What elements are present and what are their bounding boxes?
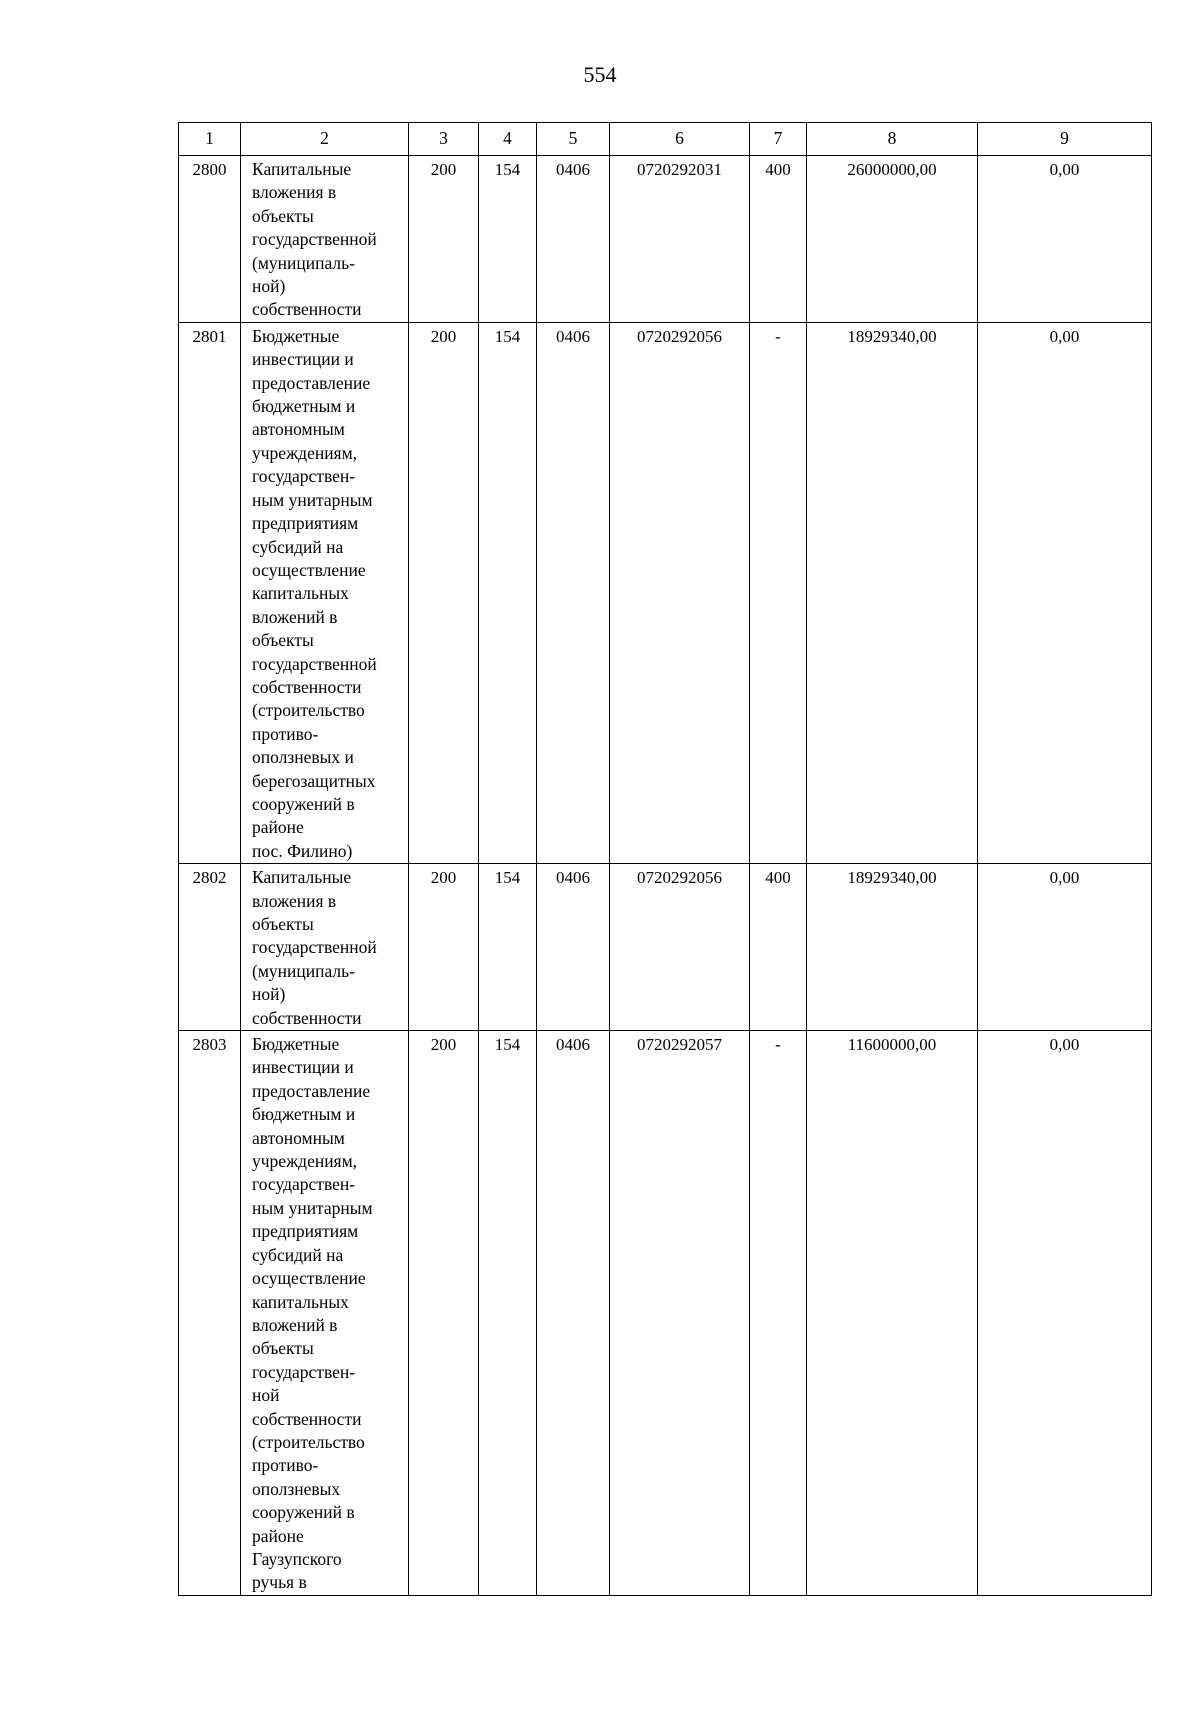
description-line: собственности — [252, 1408, 362, 1429]
description-line: субсидий на — [252, 536, 344, 557]
page-number: 554 — [583, 62, 617, 87]
row-number: 2803 — [179, 1031, 241, 1596]
description-line: инвестиции и — [252, 1057, 354, 1078]
description-line: ным унитарным — [252, 1197, 373, 1218]
table-header-row — [179, 123, 1152, 156]
description-line: предоставление — [252, 1080, 371, 1101]
cell-col-5: 0406 — [537, 864, 610, 1031]
header-col-3: 3 — [409, 123, 479, 156]
description-line: (муниципаль- — [252, 252, 355, 273]
description-line: осуществление — [252, 1268, 366, 1289]
description-line: вложений в — [252, 606, 338, 627]
description-line: вложений в — [252, 1314, 338, 1335]
description-line: ной) — [252, 984, 286, 1005]
cell-col-5: 0406 — [537, 322, 610, 863]
table-row — [179, 156, 1152, 323]
header-col-8: 8 — [807, 123, 978, 156]
cell-col-4: 154 — [479, 1031, 537, 1596]
cell-col-7: - — [750, 1031, 807, 1596]
cell-col-4: 154 — [479, 322, 537, 863]
description-line: (муниципаль- — [252, 960, 355, 981]
description-line: автономным — [252, 1127, 345, 1148]
description-line: ручья в — [252, 1572, 307, 1593]
description-line: вложения в — [252, 182, 337, 203]
table-row — [179, 322, 1152, 863]
description-line: государствен- — [252, 466, 356, 487]
description-line: Капитальные — [252, 867, 352, 888]
cell-col-9: 0,00 — [978, 156, 1152, 323]
description-line: государственной — [252, 229, 377, 250]
header-col-2: 2 — [241, 123, 409, 156]
description-line: противо- — [252, 723, 319, 744]
cell-col-5: 0406 — [537, 1031, 610, 1596]
cell-col-4: 154 — [479, 156, 537, 323]
description-line: собственности — [252, 299, 362, 320]
cell-col-6: 0720292057 — [610, 1031, 750, 1596]
description-line: объекты — [252, 1338, 314, 1359]
description-line: бюджетным и — [252, 1104, 356, 1125]
header-col-1: 1 — [179, 123, 241, 156]
row-number: 2802 — [179, 864, 241, 1031]
description-line: собственности — [252, 676, 362, 697]
description-line: районе — [252, 817, 304, 838]
header-col-7: 7 — [750, 123, 807, 156]
description-line: противо- — [252, 1455, 319, 1476]
row-number: 2800 — [179, 156, 241, 323]
header-col-9: 9 — [978, 123, 1152, 156]
description-line: собственности — [252, 1007, 362, 1028]
description-line: оползневых — [252, 1478, 341, 1499]
cell-col-9: 0,00 — [978, 864, 1152, 1031]
description-line: государственной — [252, 653, 377, 674]
cell-col-7: 400 — [750, 156, 807, 323]
description-line: бюджетным и — [252, 396, 356, 417]
header-col-6: 6 — [610, 123, 750, 156]
description-line: Гаузупского — [252, 1548, 342, 1569]
description-line: пос. Филино) — [252, 840, 353, 861]
cell-col-9: 0,00 — [978, 322, 1152, 863]
description-line: Бюджетные — [252, 1034, 340, 1055]
description-line: государствен- — [252, 1361, 356, 1382]
description-line: сооружений в — [252, 793, 355, 814]
description-line: сооружений в — [252, 1502, 355, 1523]
description-line: инвестиции и — [252, 349, 354, 370]
row-description — [241, 322, 409, 863]
description-line: ной — [252, 1385, 280, 1406]
cell-col-6: 0720292031 — [610, 156, 750, 323]
description-line: объекты — [252, 914, 314, 934]
cell-col-7: 400 — [750, 864, 807, 1031]
cell-col-4: 154 — [479, 864, 537, 1031]
cell-col-3: 200 — [409, 864, 479, 1031]
cell-col-8: 18929340,00 — [807, 864, 978, 1031]
header-col-4: 4 — [479, 123, 537, 156]
description-line: предприятиям — [252, 513, 359, 534]
cell-col-9: 0,00 — [978, 1031, 1152, 1596]
budget-table — [178, 122, 1152, 1596]
description-line: государственной — [252, 937, 377, 958]
cell-col-3: 200 — [409, 156, 479, 323]
cell-col-6: 0720292056 — [610, 864, 750, 1031]
description-line: автономным — [252, 419, 345, 440]
description-line: предприятиям — [252, 1221, 359, 1242]
description-line: капитальных — [252, 583, 349, 604]
table-row — [179, 864, 1152, 1031]
description-line: (строительство — [252, 700, 365, 721]
description-line: субсидий на — [252, 1244, 344, 1265]
cell-col-8: 18929340,00 — [807, 322, 978, 863]
description-line: ным унитарным — [252, 489, 373, 510]
cell-col-5: 0406 — [537, 156, 610, 323]
description-line: осуществление — [252, 559, 366, 580]
description-line: оползневых и — [252, 747, 354, 768]
description-line: Капитальные — [252, 159, 352, 179]
row-number: 2801 — [179, 322, 241, 863]
table-row — [179, 1031, 1152, 1596]
description-line: берегозащитных — [252, 770, 376, 791]
cell-col-3: 200 — [409, 1031, 479, 1596]
description-line: учреждениям, — [252, 1151, 358, 1172]
cell-col-7: - — [750, 322, 807, 863]
description-line: вложения в — [252, 890, 337, 911]
description-line: Бюджетные — [252, 325, 340, 346]
row-description — [241, 864, 409, 1031]
description-line: объекты — [252, 205, 314, 226]
table-body — [179, 123, 1152, 1596]
description-line: объекты — [252, 630, 314, 651]
description-line: районе — [252, 1525, 304, 1546]
cell-col-3: 200 — [409, 322, 479, 863]
description-line: учреждениям, — [252, 442, 358, 463]
cell-col-6: 0720292056 — [610, 322, 750, 863]
description-line: предоставление — [252, 372, 371, 393]
row-description — [241, 156, 409, 323]
description-line: государствен- — [252, 1174, 356, 1195]
description-line: капитальных — [252, 1291, 349, 1312]
header-col-5: 5 — [537, 123, 610, 156]
cell-col-8: 26000000,00 — [807, 156, 978, 323]
cell-col-8: 11600000,00 — [807, 1031, 978, 1596]
description-line: (строительство — [252, 1431, 365, 1452]
row-description — [241, 1031, 409, 1596]
description-line: ной) — [252, 276, 286, 297]
